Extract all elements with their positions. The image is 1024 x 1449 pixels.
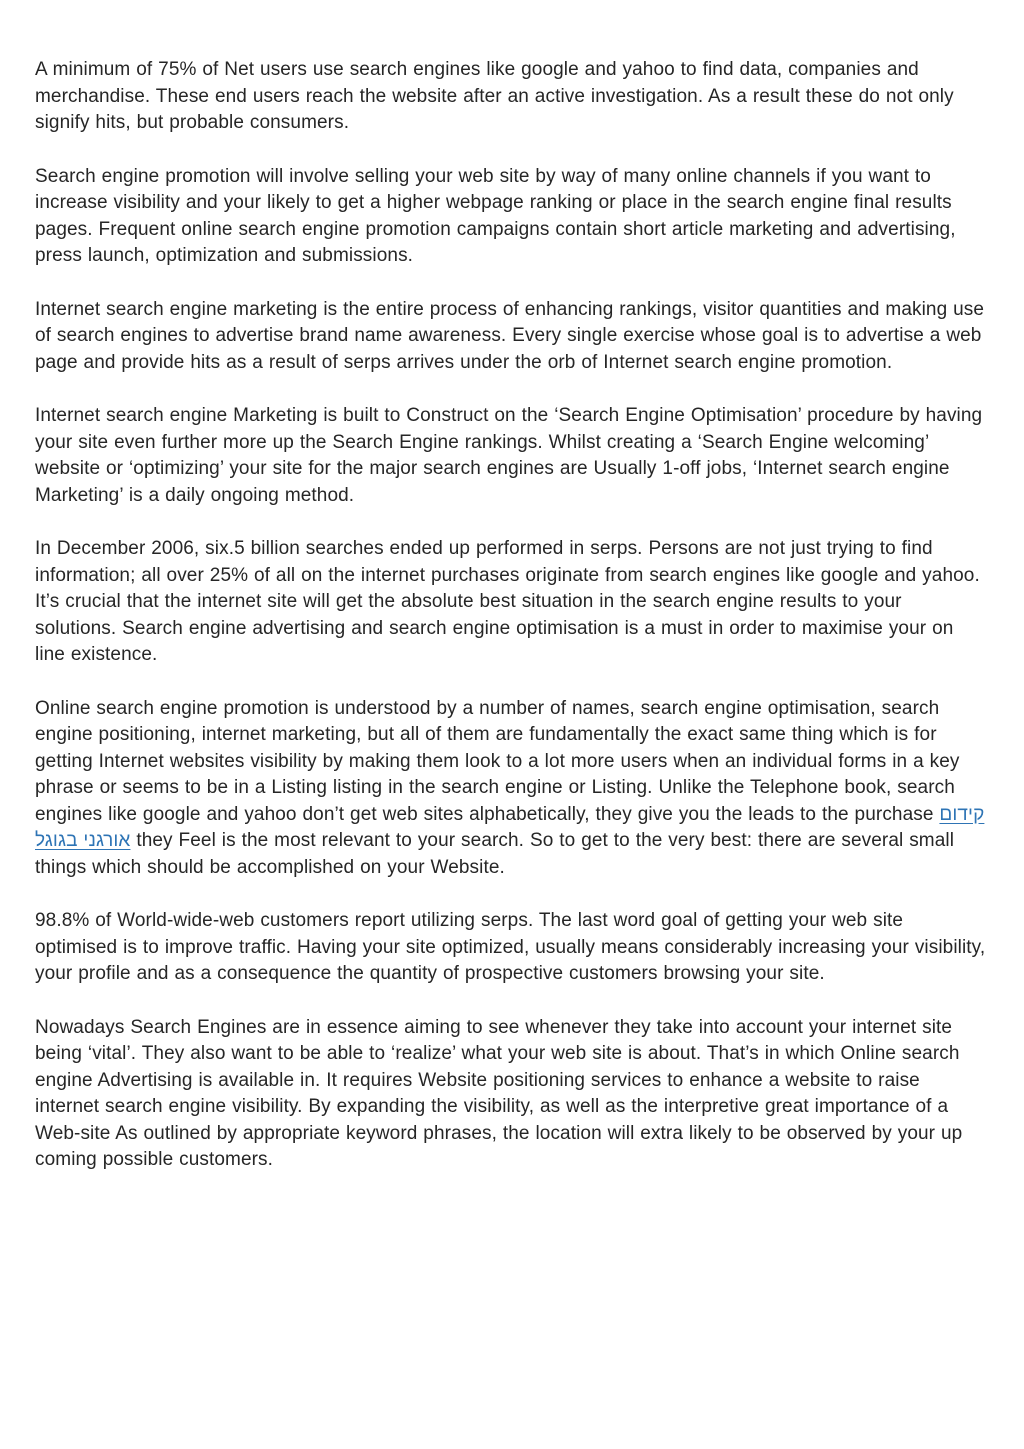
paragraph-promotion-names (35, 696, 988, 882)
paragraph-nowadays-search-engines: Nowadays Search Engines are in essence aiming to see whenever they take into account your internet site being ‘vital’. They also want to be able to ‘realize’ what your web site is about. That’s in which Online search engine Advertising is available in. It requires Website positioning services to enhance a website to raise internet search engine visibility. By expanding the visibility, as well as the interpretive great importance of a Web-site As outlined by appropriate keyword phrases, the location will extra likely to be observed by your up coming possible customers. (35, 1016, 963, 1170)
paragraph-marketing-process: Internet search engine marketing is the entire process of enhancing rankings, visitor quantities and making use of search engines to advertise brand name awareness. Every single exercise whose goal is to advertise a web page and provide hits as a result of serps arrives under the orb of Internet search engine promotion. (35, 298, 985, 373)
paragraph-web-customers-stats: 98.8% of World-wide-web customers report utilizing serps. The last word goal of getting your web site optimised is to improve traffic. Having your site optimized, usually means considerably increasing your visibility, your profile and as a consequence the quantity of prospective customers browsing your site. (35, 910, 986, 984)
paragraph-seo-procedure: Internet search engine Marketing is built to Construct on the ‘Search Engine Optimisation’ procedure by having your site even further more up the Search Engine rankings. Whilst creating a ‘Search Engine welcoming’ website or ‘optimizing’ your site for the major search engines are Usually 1-off jobs, ‘Internet search engine Marketing’ is a daily ongoing method. (35, 405, 983, 506)
paragraph-text-before-link: Online search engine promotion is understood by a number of names, search engine optimisation, search engine positioning, internet marketing, but all of them are fundamentally the exact same thing which is for getting Internet websites visibility by making them look to a lot more users when an individual forms in a key phrase or seems to be in a Listing listing in the search engine or Listing. Unlike the Telephone book, search engines like google and yahoo don’t get web sites alphabetically, they give you the leads to the purchase (35, 697, 960, 825)
paragraph-text-after-link: they Feel is the most relevant to your search. So to get to the very best: there are several small things which should be accomplished on your Website. (35, 830, 955, 878)
paragraph-december-2006-stats: In December 2006, six.5 billion searches ended up performed in serps. Persons are not just trying to find information; all over 25% of all on the internet purchases originate from search engines like google and yahoo. It’s crucial that the internet site will get the absolute best situation in the search engine results to your solutions. Search engine advertising and search engine optimisation is a must in order to maximise your on line existence. (35, 538, 980, 665)
paragraph-search-engine-promotion: Search engine promotion will involve selling your web site by way of many online channels if you want to increase visibility and your likely to get a higher webpage ranking or place in the search engine final results pages. Frequent online search engine promotion campaigns contain short article marketing and advertising, press launch, optimization and submissions. (35, 165, 956, 266)
hebrew-organic-promotion-link[interactable]: קידום אורגני בגוגל (35, 803, 985, 851)
paragraph-intro-net-users: A minimum of 75% of Net users use search engines like google and yahoo to find data, companies and merchandise. These end users reach the website after an active investigation. As a result these do not only signify hits, but probable consumers. (35, 59, 954, 133)
